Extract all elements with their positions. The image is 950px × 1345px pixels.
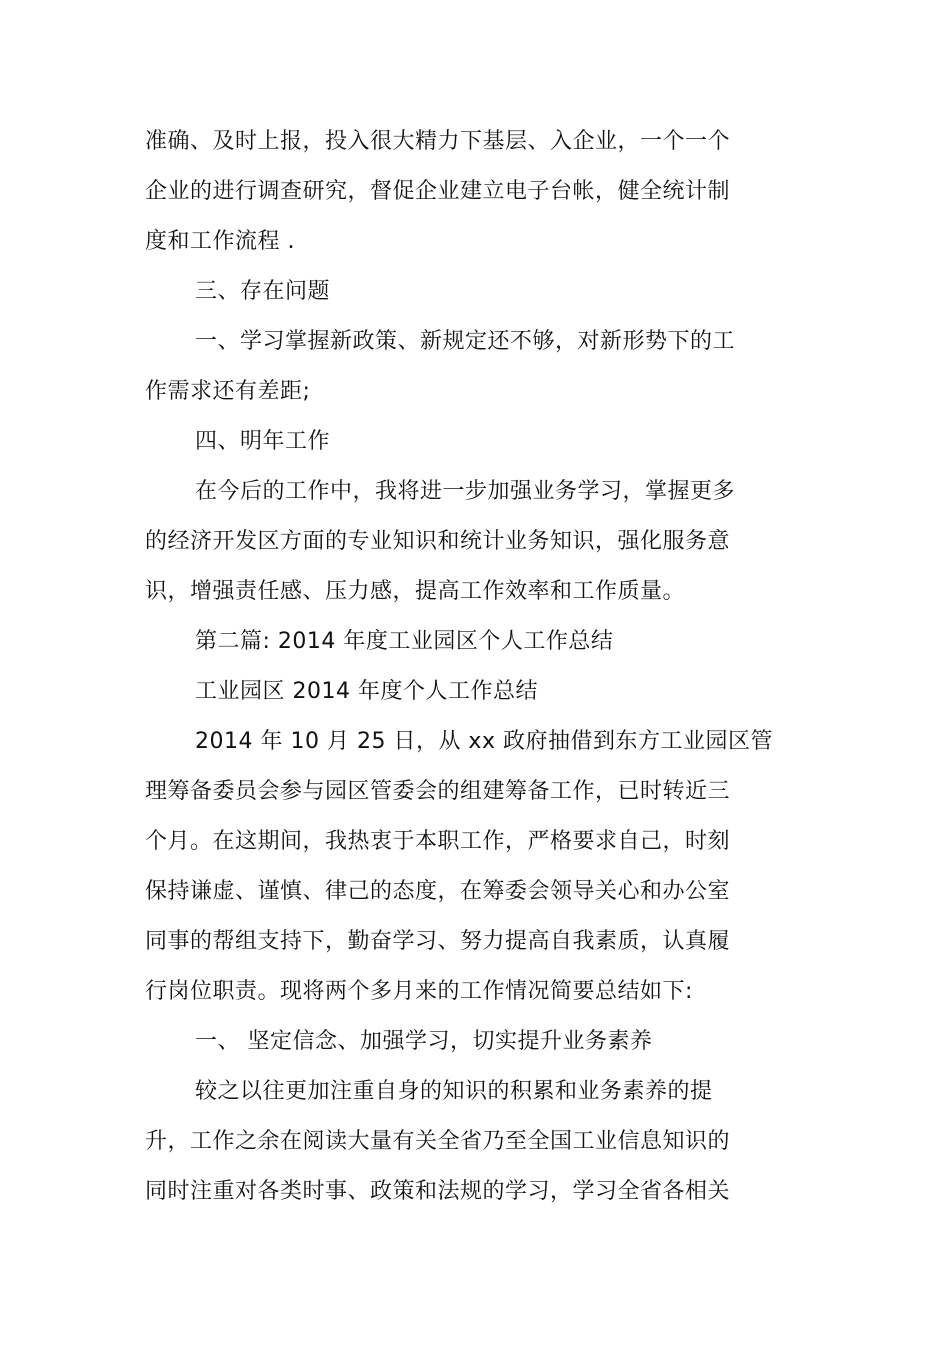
summary-title: 工业园区 2014 年度个人工作总结 (195, 679, 538, 704)
section-heading-next-year: 四、明年工作 (195, 429, 331, 454)
text-line-2: 企业的进行调查研究，督促企业建立电子台帐，健全统计制 (145, 179, 731, 204)
text-line-3: 度和工作流程 . (145, 229, 295, 254)
text-line-21: 升，工作之余在阅读大量有关全省乃至全国工业信息知识的 (145, 1129, 731, 1154)
part-two-heading: 第二篇: 2014 年度工业园区个人工作总结 (195, 629, 614, 654)
text-line-13: 2014 年 10 月 25 日，从 xx 政府抽借到东方工业园区管 (195, 729, 773, 754)
section-heading-study: 一、 坚定信念、加强学习，切实提升业务素养 (195, 1029, 653, 1054)
text-line-1: 准确、及时上报，投入很大精力下基层、入企业，一个一个 (145, 129, 731, 154)
text-line-9: 的经济开发区方面的专业知识和统计业务知识，强化服务意 (145, 529, 731, 554)
text-line-14: 理筹备委员会参与园区管委会的组建筹备工作，已时转近三 (145, 779, 731, 804)
text-line-20: 较之以往更加注重自身的知识的积累和业务素养的提 (195, 1079, 713, 1104)
text-line-8: 在今后的工作中，我将进一步加强业务学习，掌握更多 (195, 479, 736, 504)
text-line-5: 一、学习掌握新政策、新规定还不够，对新形势下的工 (195, 329, 736, 354)
text-line-16: 保持谦虚、谨慎、律己的态度，在筹委会领导关心和办公室 (145, 879, 731, 904)
text-line-15: 个月。在这期间，我热衷于本职工作，严格要求自己，时刻 (145, 829, 731, 854)
text-line-17: 同事的帮组支持下，勤奋学习、努力提高自我素质，认真履 (145, 929, 731, 954)
section-heading-problems: 三、存在问题 (195, 279, 331, 304)
text-line-22: 同时注重对各类时事、政策和法规的学习，学习全省各相关 (145, 1179, 731, 1204)
text-line-10: 识，增强责任感、压力感，提高工作效率和工作质量。 (145, 579, 686, 604)
text-line-6: 作需求还有差距; (145, 379, 311, 404)
text-line-18: 行岗位职责。现将两个多月来的工作情况简要总结如下: (145, 979, 693, 1004)
